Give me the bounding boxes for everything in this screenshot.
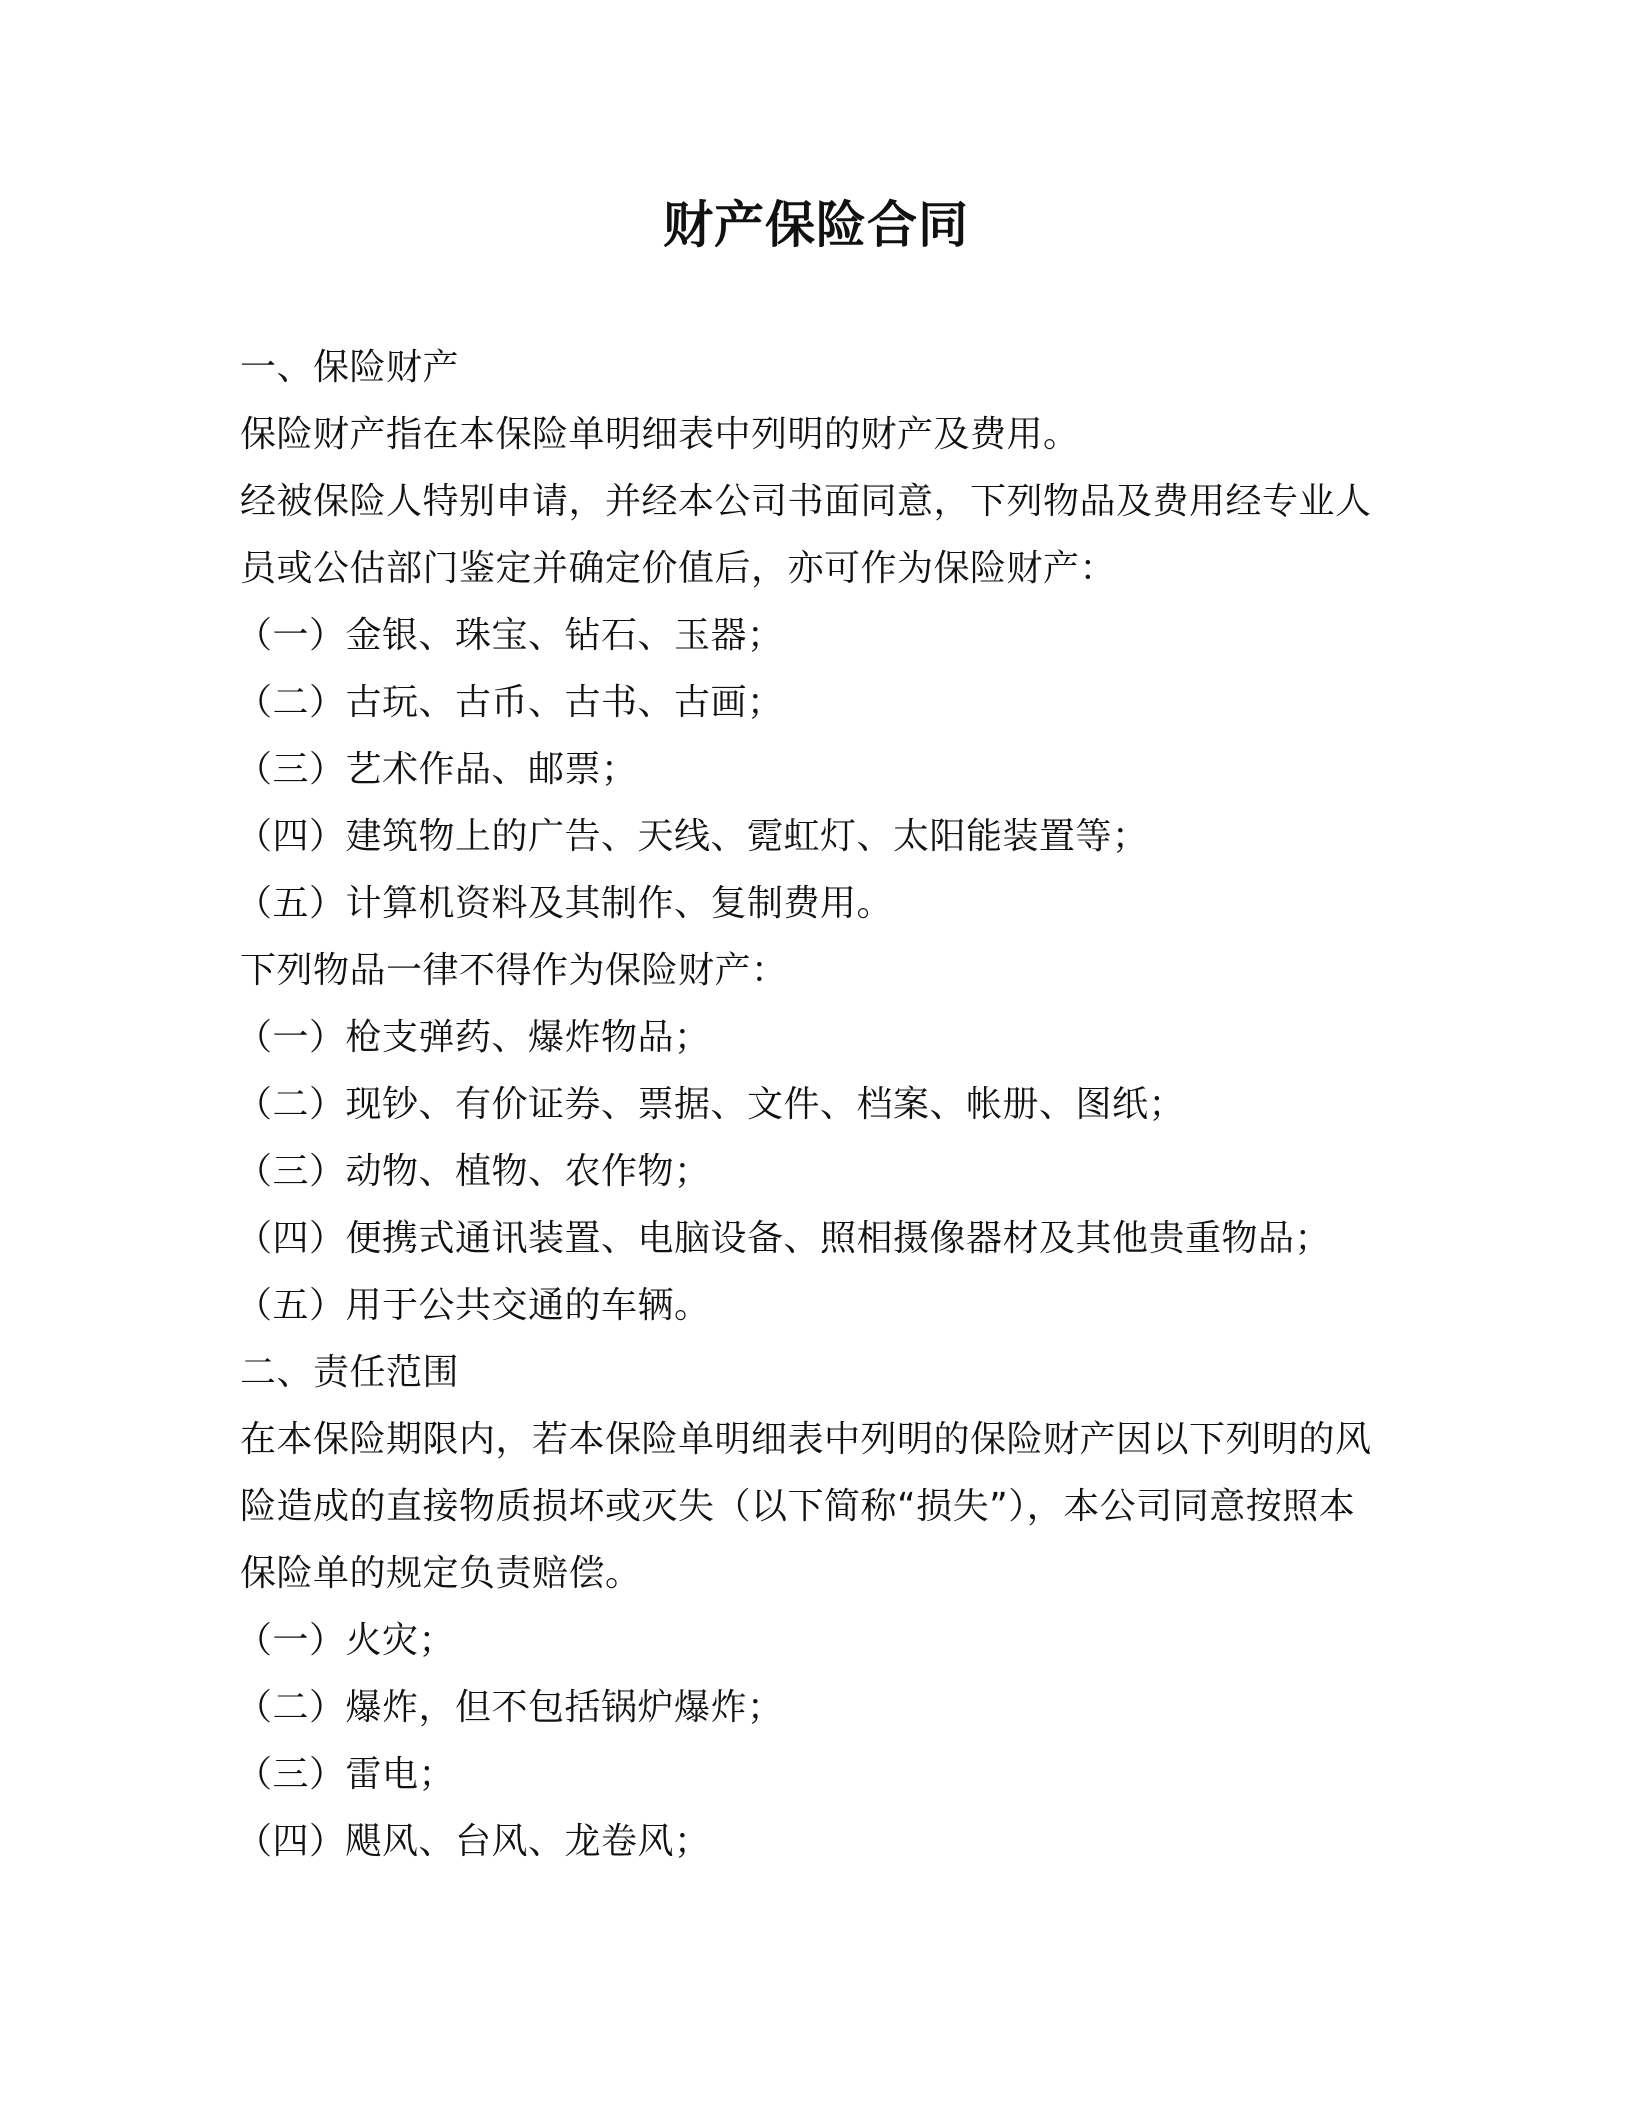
document-title: 财产保险合同	[663, 196, 969, 254]
paragraph-line: 保险财产指在本保险单明细表中列明的财产及费用。	[240, 414, 1080, 455]
paragraph-line: 员或公估部门鉴定并确定价值后，亦可作为保险财产：	[240, 548, 1117, 589]
section-heading: 一、保险财产	[240, 347, 460, 388]
section-heading: 二、责任范围	[240, 1352, 460, 1393]
list-item: （三）艺术作品、邮票；	[236, 749, 638, 790]
document-body	[236, 334, 1400, 1875]
list-item: （二）古玩、古币、古书、古画；	[236, 682, 784, 723]
list-item: （一）火灾；	[236, 1620, 456, 1661]
list-item: （五）计算机资料及其制作、复制费用。	[236, 883, 894, 924]
list-item: （一）金银、珠宝、钻石、玉器；	[236, 615, 784, 656]
list-item: （五）用于公共交通的车辆。	[236, 1285, 711, 1326]
list-item: （四）建筑物上的广告、天线、霓虹灯、太阳能装置等；	[236, 816, 1149, 857]
paragraph-line: 保险单的规定负责赔偿。	[240, 1553, 642, 1594]
list-item: （二）现钞、有价证券、票据、文件、档案、帐册、图纸；	[236, 1084, 1186, 1125]
list-item: （四）便携式通讯装置、电脑设备、照相摄像器材及其他贵重物品；	[236, 1218, 1332, 1259]
paragraph-line: 下列物品一律不得作为保险财产：	[240, 950, 788, 991]
list-item: （四）飓风、台风、龙卷风；	[236, 1821, 711, 1862]
paragraph-line: 经被保险人特别申请，并经本公司书面同意，下列物品及费用经专业人	[240, 481, 1372, 522]
list-item: （二）爆炸，但不包括锅炉爆炸；	[236, 1687, 784, 1728]
list-item: （一）枪支弹药、爆炸物品；	[236, 1017, 711, 1058]
list-item: （三）动物、植物、农作物；	[236, 1151, 711, 1192]
paragraph-line: 在本保险期限内，若本保险单明细表中列明的保险财产因以下列明的风	[240, 1419, 1372, 1460]
paragraph-line: 险造成的直接物质损坏或灭失（以下简称“损失”），本公司同意按照本	[240, 1486, 1356, 1527]
list-item: （三）雷电；	[236, 1754, 456, 1795]
